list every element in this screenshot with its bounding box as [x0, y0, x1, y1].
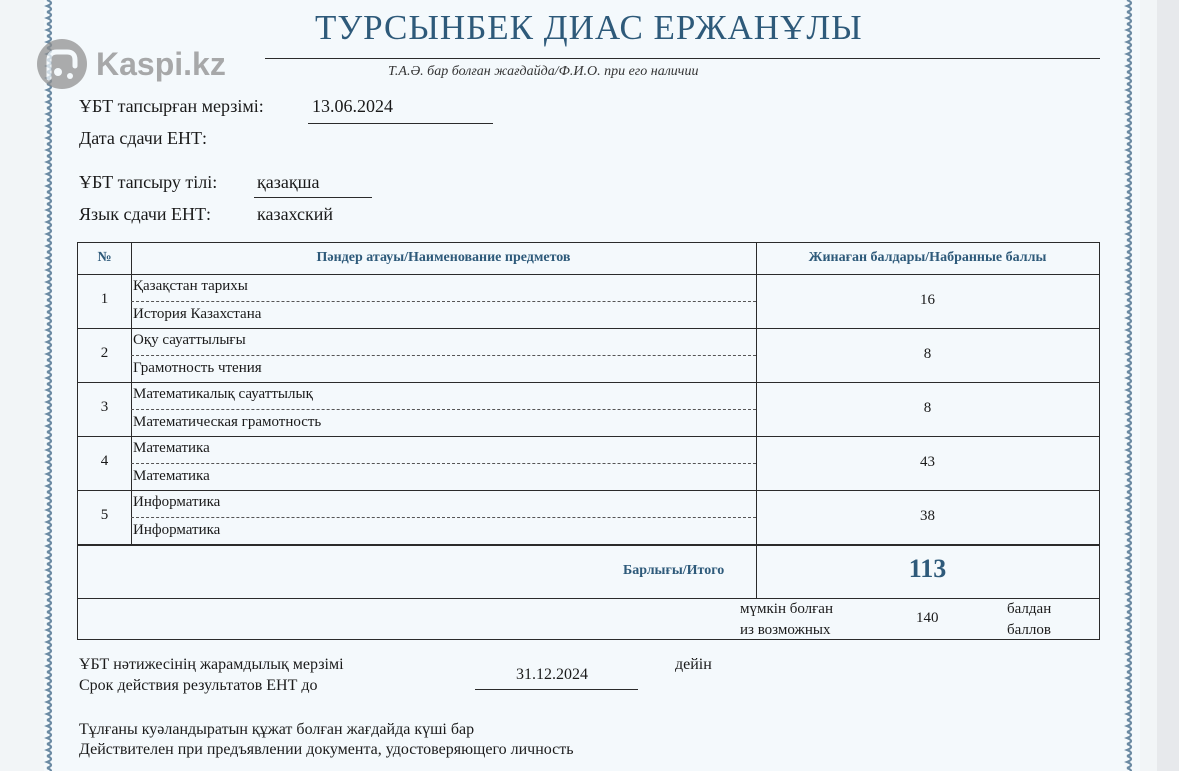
subject-score: 8 — [923, 346, 932, 362]
table-divider — [78, 598, 1099, 599]
validity-label-ru: Срок действия результатов ЕНТ до — [79, 677, 318, 694]
name-underline — [265, 58, 1100, 59]
name-caption: Т.А.Ә. бар болған жағдайда/Ф.И.О. при его наличии — [388, 64, 699, 79]
table-divider — [78, 436, 1099, 437]
header-score: Жинаған балдары/Набранные баллы — [808, 250, 1047, 265]
subject-name-ru: Информатика — [133, 522, 221, 538]
table-divider — [78, 544, 1099, 546]
subject-name-ru: Математическая грамотность — [133, 414, 322, 430]
row-separator — [131, 517, 756, 518]
subject-score: 43 — [920, 454, 935, 470]
exam-language-label-ru: Язык сдачи ЕНТ: — [79, 204, 212, 224]
row-number: 5 — [100, 507, 109, 523]
row-separator — [131, 355, 756, 356]
subject-score: 8 — [923, 400, 932, 416]
row-separator — [131, 463, 756, 464]
exam-date-underline — [308, 123, 493, 124]
row-number: 2 — [100, 345, 109, 361]
exam-language-value-ru: казахский — [257, 204, 334, 224]
subject-name-kz: Математикалық сауаттылық — [133, 386, 313, 402]
subject-name-ru: Математика — [133, 468, 210, 484]
kaspi-logo-text: Kaspi.kz — [96, 45, 226, 82]
subject-score: 16 — [920, 292, 935, 308]
kaspi-watermark — [36, 38, 226, 90]
total-label: Барлығы/Итого — [623, 563, 725, 578]
row-number: 4 — [100, 453, 109, 469]
row-separator — [131, 409, 756, 410]
holder-full-name: ТУРСЫНБЕК ДИАС ЕРЖАНҰЛЫ — [315, 8, 863, 47]
results-table — [77, 242, 1100, 640]
subject-score: 38 — [920, 508, 935, 524]
table-divider — [78, 490, 1099, 491]
kaspi-logo-icon — [36, 38, 88, 90]
possible-label-ru: из возможных — [740, 622, 831, 638]
possible-label-kz: мүмкін болған — [740, 601, 833, 617]
exam-date-value: 13.06.2024 — [312, 96, 393, 116]
exam-language-label-kz: ҰБТ тапсыру тілі: — [79, 172, 218, 192]
validity-date: 31.12.2024 — [516, 666, 588, 683]
row-number: 3 — [100, 399, 109, 415]
exam-date-label-kz: ҰБТ тапсырған мерзімі: — [79, 96, 264, 116]
row-separator — [131, 301, 756, 302]
subject-name-kz: Қазақстан тарихы — [133, 278, 248, 294]
points-label-ru: баллов — [1007, 622, 1051, 638]
table-divider — [131, 243, 132, 544]
validity-underline — [475, 689, 638, 690]
exam-language-underline — [254, 197, 372, 198]
exam-language-value-kz: қазақша — [257, 172, 320, 192]
header-subject: Пәндер атауы/Наименование предметов — [316, 250, 571, 265]
subject-name-kz: Оқу сауаттылығы — [133, 332, 246, 348]
header-number: № — [97, 250, 112, 265]
background-strip — [1157, 0, 1179, 771]
validity-suffix-kz: дейін — [675, 656, 712, 673]
notice-ru: Действителен при предъявлении документа, удостоверяющего личность — [79, 741, 574, 758]
max-score: 140 — [916, 610, 939, 626]
decorative-border-left — [44, 0, 58, 771]
total-score: 113 — [908, 554, 947, 583]
subject-name-kz: Информатика — [133, 494, 221, 510]
decorative-border-right — [1124, 0, 1138, 771]
exam-date-label-ru: Дата сдачи ЕНТ: — [79, 128, 207, 148]
table-divider — [78, 274, 1099, 275]
notice-kz: Тұлғаны куәландыратын құжат болған жағдайда күші бар — [79, 721, 475, 738]
subject-name-ru: История Казахстана — [133, 306, 262, 322]
subject-name-ru: Грамотность чтения — [133, 360, 262, 376]
points-label-kz: балдан — [1007, 601, 1052, 617]
table-divider — [78, 382, 1099, 383]
row-number: 1 — [100, 291, 109, 307]
table-divider — [78, 328, 1099, 329]
validity-label-kz: ҰБТ нәтижесінің жарамдылық мерзімі — [79, 656, 344, 673]
subject-name-kz: Математика — [133, 440, 210, 456]
